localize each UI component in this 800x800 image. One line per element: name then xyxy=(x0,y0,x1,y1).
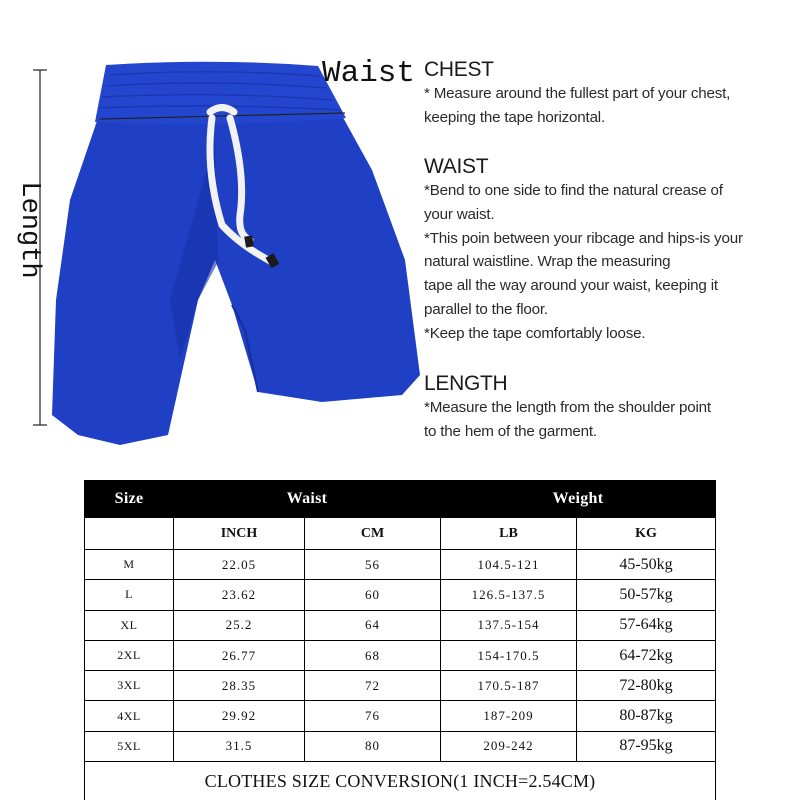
inch-cell: 28.35 xyxy=(174,671,305,701)
lb-cell: 126.5-137.5 xyxy=(441,580,577,610)
chest-heading: CHEST xyxy=(424,58,494,81)
inch-cell: 23.62 xyxy=(174,580,305,610)
lb-cell: 104.5-121 xyxy=(441,550,577,580)
length-heading: LENGTH xyxy=(424,372,508,395)
lb-cell: 137.5-154 xyxy=(441,610,577,640)
table-row xyxy=(85,610,716,640)
size-cell: M xyxy=(85,550,174,580)
chest-instructions xyxy=(424,58,800,130)
cm-header: CM xyxy=(305,518,441,550)
table-row xyxy=(85,731,716,761)
size-unit-empty xyxy=(85,518,174,550)
kg-cell: 50-57kg xyxy=(577,580,716,610)
cm-cell: 72 xyxy=(305,671,441,701)
table-row xyxy=(85,701,716,731)
lb-cell: 187-209 xyxy=(441,701,577,731)
kg-cell: 57-64kg xyxy=(577,610,716,640)
cm-cell: 56 xyxy=(305,550,441,580)
inch-cell: 22.05 xyxy=(174,550,305,580)
kg-cell: 45-50kg xyxy=(577,550,716,580)
table-group-header-row xyxy=(85,481,716,518)
lb-cell: 209-242 xyxy=(441,731,577,761)
lb-cell: 170.5-187 xyxy=(441,671,577,701)
cm-cell: 80 xyxy=(305,731,441,761)
size-cell: 5XL xyxy=(85,731,174,761)
lb-header: LB xyxy=(441,518,577,550)
length-instructions xyxy=(424,372,800,444)
length-dimension-label: Length xyxy=(14,181,44,279)
waist-line: *This poin between your ribcage and hips-is your xyxy=(424,229,743,247)
size-cell: L xyxy=(85,580,174,610)
cm-cell: 76 xyxy=(305,701,441,731)
size-cell: XL xyxy=(85,610,174,640)
waist-line: tape all the way around your waist, keeping it xyxy=(424,277,718,295)
size-chart-table xyxy=(84,480,716,800)
kg-cell: 72-80kg xyxy=(577,671,716,701)
waist-column-header: Waist xyxy=(174,481,441,518)
waist-instructions xyxy=(424,155,800,346)
table-row xyxy=(85,550,716,580)
size-cell: 3XL xyxy=(85,671,174,701)
waist-line: *Keep the tape comfortably loose. xyxy=(424,324,646,342)
kg-header: KG xyxy=(577,518,716,550)
shorts-illustration xyxy=(0,55,430,455)
lb-cell: 154-170.5 xyxy=(441,640,577,670)
size-conversion-note: CLOTHES SIZE CONVERSION(1 INCH=2.54CM) xyxy=(85,762,716,800)
inch-cell: 31.5 xyxy=(174,731,305,761)
inch-cell: 26.77 xyxy=(174,640,305,670)
length-line: *Measure the length from the shoulder point xyxy=(424,399,711,416)
waist-line: natural waistline. Wrap the measuring xyxy=(424,253,671,271)
waist-dimension-label: Waist xyxy=(322,56,416,91)
cm-cell: 60 xyxy=(305,580,441,610)
waist-heading: WAIST xyxy=(424,155,489,178)
waist-line: your waist. xyxy=(424,205,495,223)
length-line: to the hem of the garment. xyxy=(424,422,597,440)
chest-line: * Measure around the fullest part of your chest, xyxy=(424,85,731,102)
cm-cell: 64 xyxy=(305,610,441,640)
weight-column-header: Weight xyxy=(441,481,716,518)
table-unit-header-row xyxy=(85,518,716,550)
cm-cell: 68 xyxy=(305,640,441,670)
table-row xyxy=(85,640,716,670)
table-row xyxy=(85,671,716,701)
inch-cell: 29.92 xyxy=(174,701,305,731)
chest-line: keeping the tape horizontal. xyxy=(424,108,606,126)
kg-cell: 64-72kg xyxy=(577,640,716,670)
inch-header: INCH xyxy=(174,518,305,550)
table-row xyxy=(85,580,716,610)
size-cell: 4XL xyxy=(85,701,174,731)
waist-line: parallel to the floor. xyxy=(424,300,548,318)
size-column-header: Size xyxy=(85,481,174,518)
size-cell: 2XL xyxy=(85,640,174,670)
table-footer-row xyxy=(85,762,716,800)
shorts-waistband xyxy=(95,62,346,125)
inch-cell: 25.2 xyxy=(174,610,305,640)
waist-line: *Bend to one side to find the natural crease of xyxy=(424,182,723,199)
kg-cell: 80-87kg xyxy=(577,701,716,731)
kg-cell: 87-95kg xyxy=(577,731,716,761)
